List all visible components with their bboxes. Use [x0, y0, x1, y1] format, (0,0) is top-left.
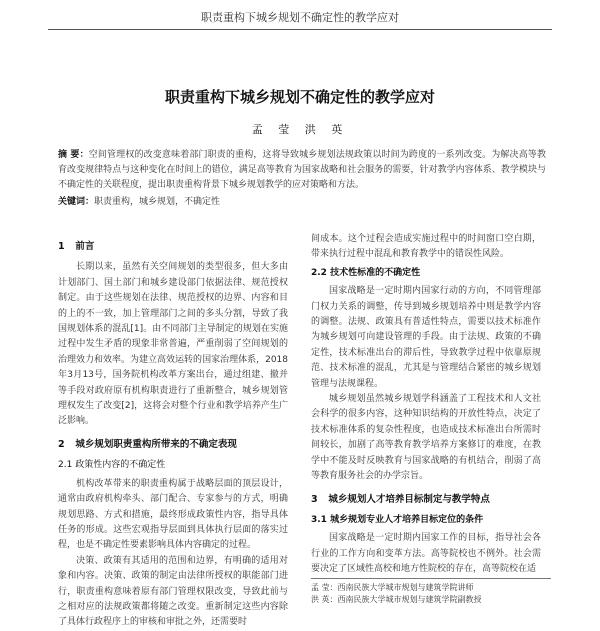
running-head: 职责重构下城乡规划不确定性的教学应对: [0, 8, 600, 28]
abstract: [58, 148, 546, 193]
right-column: [311, 232, 541, 578]
subsection-heading: 3.1 城乡规划专业人才培养目标定位的条件: [311, 514, 484, 525]
paragraph: 机构改革带来的职责重构属于战略层面的顶层设计，通常由政府机构牵头、部门配合、专家参与的方式，明确规划思路、方式和措施，最终形成政策性内容，指导具体任务的形成。这些宏观指导层面到具体执行层面的落实过程，也是不确定性要素影响具体内容确定的过程。: [58, 478, 288, 551]
keywords-text: 职责重构，城乡规划，不确定性: [94, 197, 221, 207]
paper-title: 职责重构下城乡规划不确定性的教学应对: [164, 88, 435, 106]
left-column: [58, 232, 288, 631]
author-line: 孟 莹 洪 英: [251, 123, 349, 136]
footnote-line: 孟 莹：西南民族大学城市规划与建筑学院讲师: [311, 583, 474, 592]
section-heading: 2 城乡规划职责重构所带来的不确定表现: [58, 438, 237, 450]
section-heading: 3 城乡规划人才培养目标制定与教学特点: [311, 493, 490, 505]
paragraph: 城乡规划虽然城乡规划学科涵盖了工程技术和人文社会科学的很多内容，这种知识结构的开放性特点，决定了技术标准体系的复杂性程度，也造成技术标准出台所需时间较长，加剧了高等教育教学培养方案修订的难度，在教学中不能及时反映教育与国家战略的有机结合，削弱了高等教育服务社会的办学宗旨。: [311, 394, 541, 482]
subsection-heading: 2.1 政策性内容的不确定性: [58, 460, 166, 471]
subsection-heading: 2.2 技术性标准的不确定性: [311, 267, 421, 278]
paragraph: 间成本。这个过程会造成实施过程中的时间窗口空白期，带来执行过程中混乱和教育教学中的错误性风险。: [311, 234, 541, 260]
section-heading: 1 前言: [58, 241, 95, 252]
abstract-text: 空间管理权的改变意味着部门职责的重构，这将导致城乡规划法规政策以时间为跨度的一系列改变。为解决高等教育改变规律特点与这种变化在时间上的错位，满足高等教育为国家战略和社会服务的需要，针对教学内容体系、教学模块与不确定性的关联程度，提出职责重构背景下城乡规划教学的应对策略和方法。: [58, 150, 546, 190]
abstract-label: 摘 要：: [58, 150, 89, 160]
paragraph: 国家战略是一定时期内国家工作的目标，指导社会各行业的工作方向和变革方法。高等院校也不例外。社会需要决定了区域性高校和地方性院校的存在，高等院校在适: [311, 533, 541, 575]
paragraph: 国家战略是一定时期内国家行动的方向，不同管理部门权力关系的调整，传导到城乡规划培养中则是教学内容的调整。法规、政策具有普适性特点，需要以技术标准作为城乡规划可向建设管理的手段。由于法规、政策的不确定性，技术标准出台的滞后性，导致教学过程中依靠原规范、技术标准的混乱，尤其是与管理结合紧密的城乡规划管理与法规课程。: [311, 286, 541, 389]
keywords-label: 关键词：: [58, 197, 95, 207]
author-footnote: [311, 578, 551, 606]
paragraph: 长期以来，虽然有关空间规划的类型很多，但大多由计划部门、国土部门和城乡建设部门依据法律、规范授权制定。由于这些规划在法律、规范授权的边界、内容和目的上的不一致，加上管理部门之间的多头分割，导致了我国规划体系的混乱[1]。由不同部门主导制定的规划在实施过程中发生矛盾的现象非常普遍，严重削弱了空间规划的治理效力和效率。为建立高效运转的国家治理体系，2018年3月13号，国务院机构改革方案出台，通过组建、撤并等手段对政府原有机构职责进行了重新整合，城乡规划管理权发生了改变[2]，这将会对整个行业和教学培养产生广泛影响。: [58, 262, 288, 427]
keywords: [58, 195, 546, 209]
paragraph: 决策、政策有其适用的范围和边界，有明确的适用对象和内容。决策、政策的制定由法律所授权的职能部门进行，职责重构意味着原有部门管理权限改变，导致此前与之相对应的法规政策都将随之改变。重新制定这些内容除了具体行政程序上的审核和审批之外，还需要时: [58, 555, 288, 628]
footnote-line: 洪 英：西南民族大学城市规划与建筑学院副教授: [311, 595, 482, 604]
